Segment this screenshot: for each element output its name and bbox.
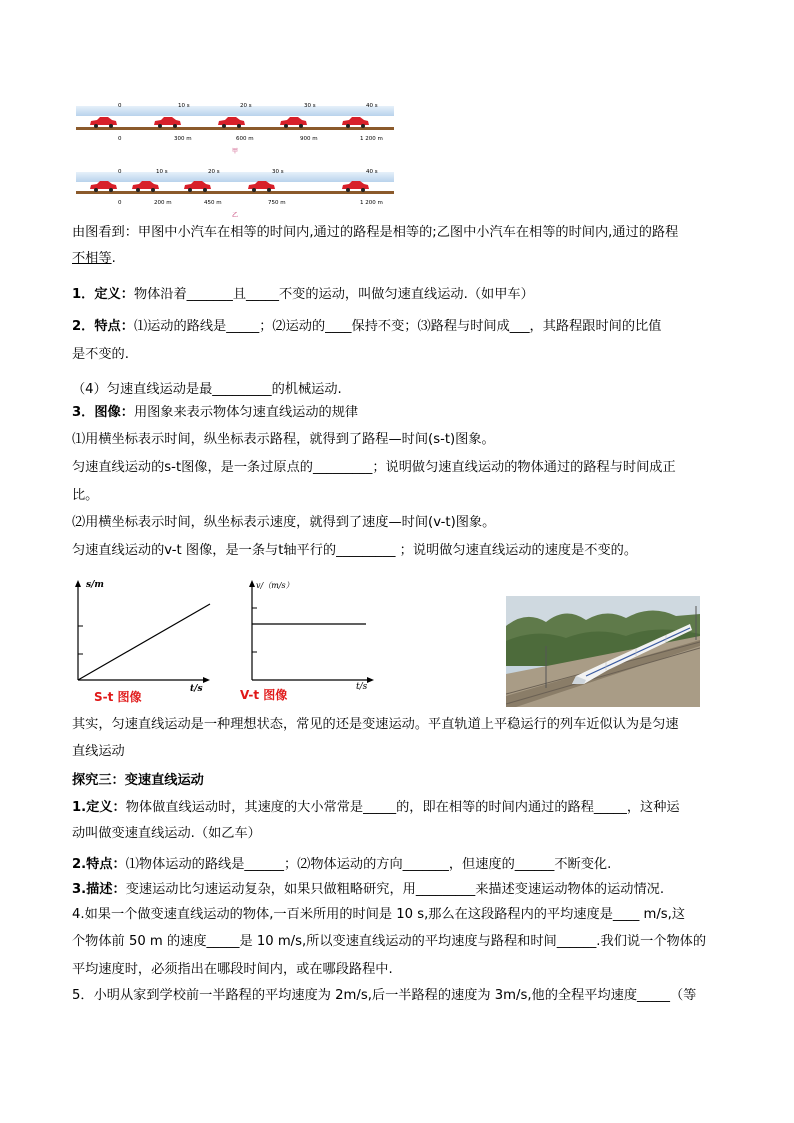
car-icon — [246, 180, 276, 192]
vt-line-2: 匀速直线运动的v-t 图像，是一条与t轴平行的_________ ；说明做匀速直线运动的速度是不变的。 — [72, 543, 638, 558]
vt-ylabel: v/（m/s） — [256, 581, 294, 590]
item-label: 2．特点： — [72, 319, 134, 334]
item-label: 2.特点： — [72, 857, 126, 872]
st-line-1: ⑴用横坐标表示时间，纵坐标表示路程，就得到了路程—时间(s-t)图象。 — [72, 432, 495, 447]
vt-line-1: ⑵用横坐标表示时间，纵坐标表示速度，就得到了速度—时间(v-t)图象。 — [72, 515, 496, 530]
car-motion-figure — [72, 100, 402, 220]
variable-definition-line-2: 动叫做变速直线运动.（如乙车） — [72, 826, 261, 841]
item-label: 1．定义： — [72, 287, 134, 302]
vt-xlabel: t/s — [356, 682, 368, 692]
item-text: ⑴物体运动的路线是______；⑵物体运动的方向_______，但速度的______不断变化. — [125, 857, 612, 872]
after-line-1: 其实，匀速直线运动是一种理想状态，常见的还是变速运动。平直轨道上平稳运行的列车近似认为是匀速 — [72, 717, 679, 732]
item-label: 1.定义： — [72, 800, 126, 815]
item-text: 变速运动比匀速运动复杂，如果只做粗略研究，用_________来描述变速运动物体的运动情况. — [125, 882, 665, 897]
time-tick: 30 s — [304, 103, 316, 109]
feature-4-line: （4）匀速直线运动是最_________的机械运动. — [72, 382, 342, 397]
time-tick: 10 s — [178, 103, 190, 109]
distance-tick: 600 m — [236, 136, 254, 142]
intro-line-2 — [72, 250, 116, 268]
graph-heading-line — [72, 404, 358, 422]
st-line-3: 比。 — [72, 488, 99, 503]
question-4-line-2: 个物体前 50 m 的速度_____是 10 m/s,所以变速直线运动的平均速度与路程和时间______.我们说一个物体的 — [72, 934, 707, 949]
st-xlabel: t/s — [190, 684, 203, 694]
figure-yi — [72, 166, 402, 221]
car-icon — [88, 180, 118, 192]
question-5-line: 5．小明从家到学校前一半路程的平均速度为 2m/s,后一半路程的速度为 3m/s,他的全程平均速度_____（等 — [72, 988, 697, 1003]
item-label: 3.描述： — [72, 882, 126, 897]
car-icon — [152, 116, 182, 128]
distance-tick: 900 m — [300, 136, 318, 142]
item-label: 3．图像： — [72, 405, 134, 420]
st-graph — [74, 580, 224, 705]
distance-tick: 200 m — [154, 200, 172, 206]
car-icon — [130, 180, 160, 192]
figure-label: 乙 — [232, 212, 239, 219]
item-text: 物体做直线运动时，其速度的大小常常是_____的，即在相等的时间内通过的路程_____，这种运 — [125, 800, 680, 815]
distance-tick: 1 200 m — [360, 136, 383, 142]
car-icon — [216, 116, 246, 128]
after-line-2: 直线运动 — [72, 744, 125, 759]
distance-tick: 1 200 m — [360, 200, 383, 206]
time-tick: 30 s — [272, 169, 284, 175]
vt-graph — [236, 580, 386, 705]
distance-tick: 450 m — [204, 200, 222, 206]
distance-tick: 0 — [118, 136, 122, 142]
period: . — [111, 251, 116, 266]
vt-caption: V-t 图像 — [240, 688, 288, 702]
time-tick: 40 s — [366, 103, 378, 109]
definition-line — [72, 286, 534, 304]
question-4-line-3: 平均速度时，必须指出在哪段时间内，或在哪段路程中. — [72, 962, 393, 977]
st-ylabel: s/m — [86, 580, 104, 590]
variable-description-line — [72, 881, 664, 899]
intro-line-1: 由图看到：甲图中小汽车在相等的时间内,通过的路程是相等的;乙图中小汽车在相等的时间内,通过的路程 — [72, 225, 679, 240]
figure-jia — [72, 100, 402, 155]
figure-label: 甲 — [232, 148, 239, 155]
car-icon — [340, 180, 370, 192]
st-line-2: 匀速直线运动的s-t图像，是一条过原点的_________；说明做匀速直线运动的物体通过的路程与时间成正 — [72, 460, 676, 475]
question-4-line-1: 4.如果一个做变速直线运动的物体,一百米所用的时间是 10 s,那么在这段路程内的平均速度是____ m/s,这 — [72, 907, 686, 922]
distance-tick: 750 m — [268, 200, 286, 206]
train-illustration — [506, 596, 700, 707]
car-icon — [88, 116, 118, 128]
distance-tick: 300 m — [174, 136, 192, 142]
time-tick: 20 s — [208, 169, 220, 175]
train-photo — [506, 596, 700, 707]
car-icon — [340, 116, 370, 128]
time-tick: 40 s — [366, 169, 378, 175]
st-graph-axes — [74, 580, 224, 685]
time-tick: 0 — [118, 103, 122, 109]
variable-features-line — [72, 856, 611, 874]
time-tick: 10 s — [156, 169, 168, 175]
car-icon — [182, 180, 212, 192]
distance-tick: 0 — [118, 200, 122, 206]
car-icon — [278, 116, 308, 128]
time-tick: 20 s — [240, 103, 252, 109]
features-line-2: 是不变的. — [72, 347, 129, 362]
st-caption: S-t 图像 — [94, 690, 142, 704]
item-text: 物体沿着_______且_____不变的运动，叫做匀速直线运动.（如甲车） — [133, 287, 534, 302]
vt-graph-axes — [236, 580, 386, 685]
variable-definition-line — [72, 799, 680, 817]
time-tick: 0 — [118, 169, 122, 175]
features-line — [72, 318, 661, 336]
underlined-answer: 不相等 — [72, 251, 112, 266]
section-heading: 探究三：变速直线运动 — [72, 773, 204, 788]
item-text: ⑴运动的路线是_____；⑵运动的____保持不变；⑶路程与时间成___，其路程跟时间的比值 — [133, 319, 662, 334]
item-text: 用图象来表示物体匀速直线运动的规律 — [133, 405, 359, 420]
